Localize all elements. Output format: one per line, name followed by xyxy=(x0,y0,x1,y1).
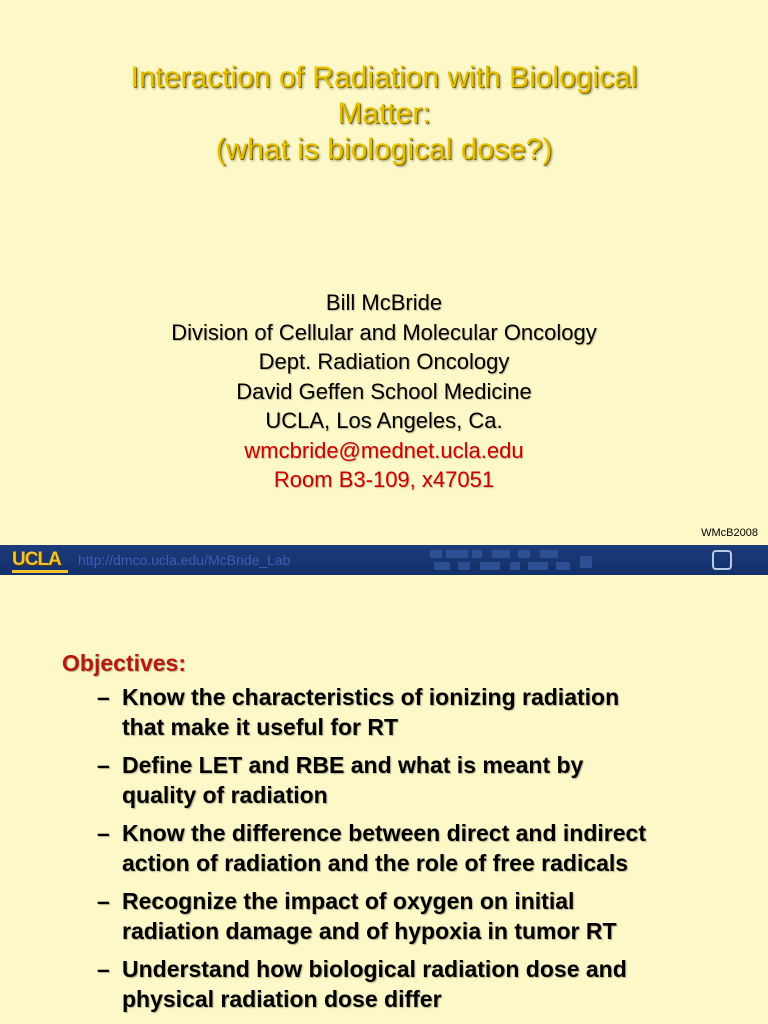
footer-bar xyxy=(0,545,768,575)
objective-line: quality of radiation xyxy=(122,782,328,808)
room-text: Room B3-109, x47051 xyxy=(273,467,495,492)
objective-item xyxy=(62,954,742,1014)
email-link[interactable]: wmcbride@mednet.ucla.edu xyxy=(244,437,524,463)
slide-title-text xyxy=(40,60,728,168)
objective-item xyxy=(62,750,742,810)
objective-line: Recognize the impact of oxygen on initial xyxy=(122,888,575,914)
objective-line: physical radiation dose differ xyxy=(122,986,442,1012)
author-line: Division of Cellular and Molecular Oncology xyxy=(171,319,597,345)
author-block xyxy=(40,288,728,495)
objective-item xyxy=(62,682,742,742)
title-line: Matter: xyxy=(337,97,431,130)
lab-url-link[interactable]: http://dmco.ucla.edu/McBride_Lab xyxy=(78,552,291,568)
objective-line: Know the characteristics of ionizing radiation xyxy=(122,684,620,710)
dash-bullet: – xyxy=(97,752,110,778)
objective-line: action of radiation and the role of free radicals xyxy=(122,850,629,876)
objectives-heading: Objectives: xyxy=(62,650,186,676)
author-line: David Geffen School Medicine xyxy=(236,378,532,404)
author-line: Bill McBride xyxy=(325,290,443,315)
objective-line: that make it useful for RT xyxy=(122,714,399,740)
dash-bullet: – xyxy=(97,956,110,982)
author-line: UCLA, Los Angeles, Ca. xyxy=(265,408,503,433)
dash-bullet: – xyxy=(97,684,110,710)
dash-bullet: – xyxy=(97,820,110,846)
copyright-tag: WMcB2008 xyxy=(701,527,758,539)
objectives-slide xyxy=(62,648,742,1022)
corner-square-icon xyxy=(712,550,732,570)
objective-line: radiation damage and of hypoxia in tumor RT xyxy=(122,918,617,944)
objective-line: Know the difference between direct and indirect xyxy=(122,820,646,846)
objective-item xyxy=(62,818,742,878)
objective-item xyxy=(62,886,742,946)
title-line: Interaction of Radiation with Biological xyxy=(130,61,638,94)
dash-bullet: – xyxy=(97,888,110,914)
objective-line: Define LET and RBE and what is meant by xyxy=(122,752,584,778)
objective-line: Understand how biological radiation dose and xyxy=(122,956,627,982)
logo-text: UCLA xyxy=(12,549,61,570)
author-line: Dept. Radiation Oncology xyxy=(258,349,510,374)
title-line: (what is biological dose?) xyxy=(215,133,553,166)
ucla-logo xyxy=(12,549,72,571)
